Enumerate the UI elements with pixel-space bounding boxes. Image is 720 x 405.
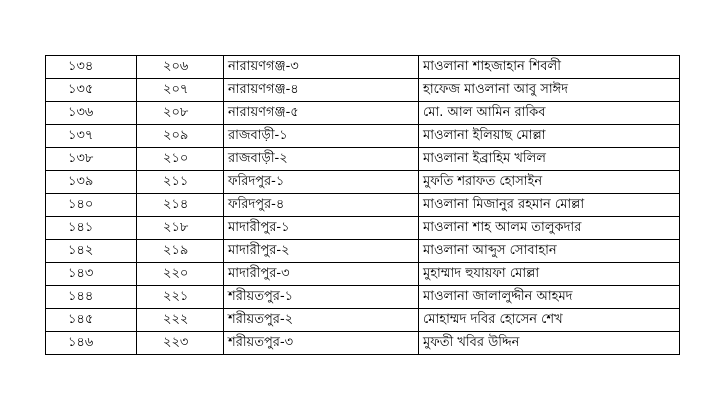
seat-number-cell: ২২০ <box>137 263 224 286</box>
serial-cell: ১৪১ <box>46 217 137 240</box>
table-row <box>46 217 680 240</box>
constituency-cell: রাজবাড়ী-১ <box>224 125 419 148</box>
candidate-name-cell: মোহাম্মদ দবির হোসেন শেখ <box>419 309 680 332</box>
serial-cell: ১৩৪ <box>46 56 137 79</box>
constituency-cell: মাদারীপুর-১ <box>224 217 419 240</box>
serial-cell: ১৪৪ <box>46 286 137 309</box>
constituency-cell: রাজবাড়ী-২ <box>224 148 419 171</box>
table-row <box>46 125 680 148</box>
table-row <box>46 240 680 263</box>
serial-cell: ১৩৫ <box>46 79 137 102</box>
candidate-name-cell: মাওলানা ইব্রাহিম খলিল <box>419 148 680 171</box>
seat-number-cell: ২০৭ <box>137 79 224 102</box>
candidate-name-cell: মাওলানা আব্দুস সোবাহান <box>419 240 680 263</box>
candidate-name-cell: মুহাম্মাদ হুযায়ফা মোল্লা <box>419 263 680 286</box>
table-row <box>46 148 680 171</box>
constituency-cell: মাদারীপুর-৩ <box>224 263 419 286</box>
seat-number-cell: ২১৪ <box>137 194 224 217</box>
candidate-name-cell: মাওলানা ইলিয়াছ মোল্লা <box>419 125 680 148</box>
table-row <box>46 194 680 217</box>
candidate-name-cell: মাওলানা মিজানুর রহমান মোল্লা <box>419 194 680 217</box>
serial-cell: ১৩৮ <box>46 148 137 171</box>
serial-cell: ১৪৫ <box>46 309 137 332</box>
constituency-cell: নারায়ণগঞ্জ-৫ <box>224 102 419 125</box>
candidate-name-cell: হাফেজ মাওলানা আবু সাঈদ <box>419 79 680 102</box>
constituency-cell: ফরিদপুর-৪ <box>224 194 419 217</box>
constituency-cell: নারায়ণগঞ্জ-৪ <box>224 79 419 102</box>
serial-cell: ১৩৬ <box>46 102 137 125</box>
serial-cell: ১৩৭ <box>46 125 137 148</box>
candidate-table-body <box>46 56 680 355</box>
seat-number-cell: ২০৯ <box>137 125 224 148</box>
constituency-cell: নারায়ণগঞ্জ-৩ <box>224 56 419 79</box>
serial-cell: ১৪৩ <box>46 263 137 286</box>
candidate-name-cell: মাওলানা শাহ আলম তালুকদার <box>419 217 680 240</box>
table-row <box>46 79 680 102</box>
table-row <box>46 102 680 125</box>
constituency-cell: শরীয়তপুর-৩ <box>224 332 419 355</box>
constituency-cell: মাদারীপুর-২ <box>224 240 419 263</box>
table-row <box>46 263 680 286</box>
table-row <box>46 56 680 79</box>
candidate-name-cell: মাওলানা শাহজাহান শিবলী <box>419 56 680 79</box>
serial-cell: ১৩৯ <box>46 171 137 194</box>
serial-cell: ১৪০ <box>46 194 137 217</box>
table-row <box>46 286 680 309</box>
constituency-cell: শরীয়তপুর-২ <box>224 309 419 332</box>
seat-number-cell: ২১৯ <box>137 240 224 263</box>
candidate-name-cell: মুফতী খবির উদ্দিন <box>419 332 680 355</box>
candidate-name-cell: মুফতি শরাফত হোসাইন <box>419 171 680 194</box>
candidate-table <box>45 55 680 355</box>
table-row <box>46 309 680 332</box>
table-row <box>46 332 680 355</box>
table-row <box>46 171 680 194</box>
candidate-name-cell: মাওলানা জালালুদ্দীন আহমদ <box>419 286 680 309</box>
serial-cell: ১৪৬ <box>46 332 137 355</box>
candidate-name-cell: মো. আল আমিন রাকিব <box>419 102 680 125</box>
constituency-cell: ফরিদপুর-১ <box>224 171 419 194</box>
seat-number-cell: ২২১ <box>137 286 224 309</box>
seat-number-cell: ২২৩ <box>137 332 224 355</box>
seat-number-cell: ২২২ <box>137 309 224 332</box>
serial-cell: ১৪২ <box>46 240 137 263</box>
seat-number-cell: ২১০ <box>137 148 224 171</box>
seat-number-cell: ২১৮ <box>137 217 224 240</box>
seat-number-cell: ২১১ <box>137 171 224 194</box>
seat-number-cell: ২০৬ <box>137 56 224 79</box>
constituency-cell: শরীয়তপুর-১ <box>224 286 419 309</box>
seat-number-cell: ২০৮ <box>137 102 224 125</box>
